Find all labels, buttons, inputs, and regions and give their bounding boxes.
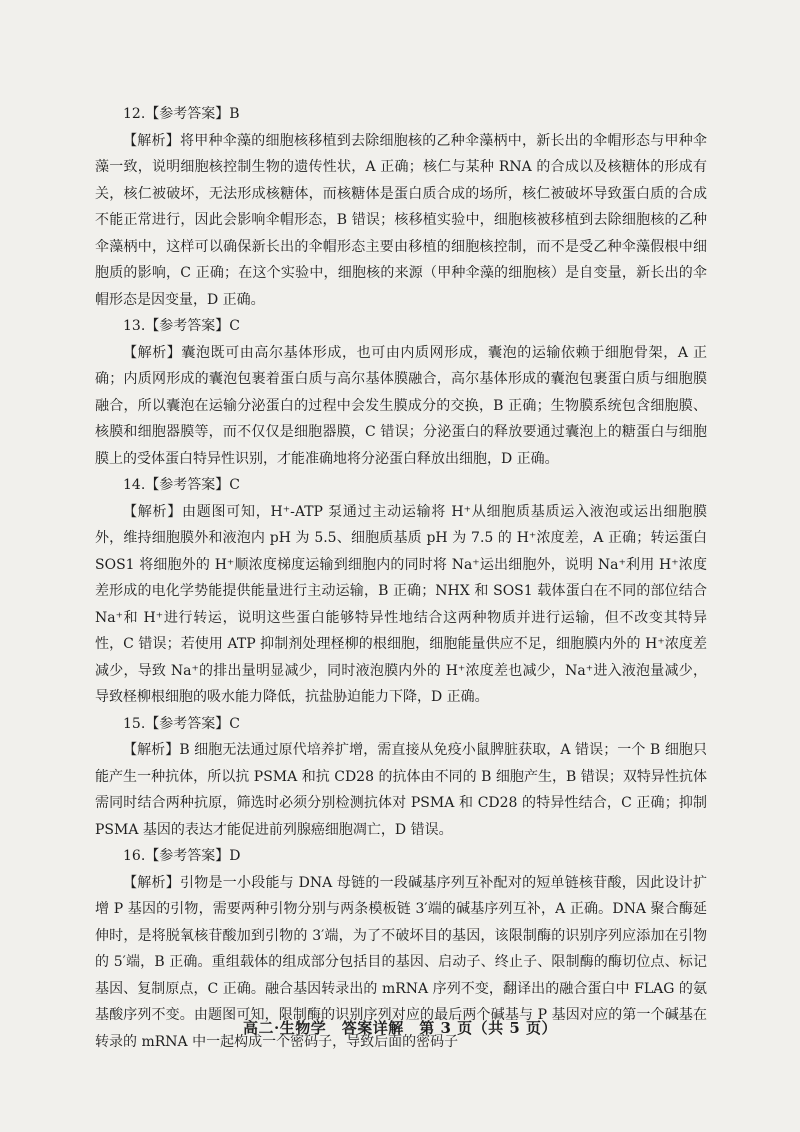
answer-16: 16.【参考答案】D <box>123 848 241 864</box>
explanation-13: 【解析】囊泡既可由高尔基体形成，也可由内质网形成，囊泡的运输依赖于细胞骨架，A 正确；内质网形成的囊泡包裹着蛋白质与高尔基体膜融合，高尔基体形成的囊泡包裹蛋白质与细胞膜融合，所以囊泡在运输分泌蛋白的过程中会发生膜成分的交换，B 正确；生物膜系统包含细胞膜、核膜和细胞器膜等，而不仅仅是细胞器膜，C 错误；分泌蛋白的释放要通过囊泡上的糖蛋白与细胞膜上的受体蛋白特异性识别，才能准确地将分泌蛋白释放出细胞，D 正确。 <box>95 344 707 467</box>
answer-15: 15.【参考答案】C <box>123 715 240 732</box>
answer-14: 14.【参考答案】C <box>123 477 240 493</box>
explanation-15: 【解析】B 细胞无法通过原代培养扩增，需直接从免疫小鼠脾脏获取，A 错误；一个 B 细胞只能产生一种抗体，所以抗 PSMA 和抗 CD28 的抗体由不同的 B 细胞产生，B 错误；双特异性抗体需同时结合两种抗原，筛选时必须分别检测抗体对 PSMA 和 CD28 的特异性结合，C 正确；抑制 PSMA 基因的表达才能促进前列腺癌细胞凋亡，D 错误。 <box>95 742 707 838</box>
answer-13: 13.【参考答案】C <box>123 318 240 334</box>
explanation-16: 【解析】引物是一小段能与 DNA 母链的一段碱基序列互补配对的短单链核苷酸，因此设计扩增 P 基因的引物，需要两种引物分别与两条模板链 3′端的碱基序列互补，A 正确。DNA 聚合酶延伸时，是将脱氧核苷酸加到引物的 3′端，为了不破坏目的基因，该限制酶的识别序列应添加在引物的 5′端，B 正确。重组载体的组成部分包括目的基因、启动子、终止子、限制酶的酶切位点、标记基因、复制原点，C 正确。融合基因转录出的 mRNA 序列不变，翻译出的融合蛋白中 FLAG 的氨基酸序列不变。由题图可知，限制酶的识别序列对应的最后两个碱基与 P 基因对应的第一个碱基在转录的 mRNA 中一起构成一个密码子，导致后面的密码子 <box>95 874 707 1050</box>
explanation-14: 【解析】由题图可知，H⁺-ATP 泵通过主动运输将 H⁺从细胞质基质运入液泡或运出细胞膜外，维持细胞膜外和液泡内 pH 为 5.5、细胞质基质 pH 为 7.5 的 H⁺浓度差，A 正确；转运蛋白 SOS1 将细胞外的 H⁺顺浓度梯度运输到细胞内的同时将 Na⁺运出细胞外，说明 Na⁺利用 H⁺浓度差形成的电化学势能提供能量进行主动运输，B 正确；NHX 和 SOS1 载体蛋白在不同的部位结合 Na⁺和 H⁺进行转运，说明这些蛋白能够特异性地结合这两种物质并进行运输，但不改变其特异性，C 错误；若使用 ATP 抑制剂处理柽柳的根细胞，细胞能量供应不足，细胞膜内外的 H⁺浓度差减少，导致 Na⁺的排出量明显减少，同时液泡膜内外的 H⁺浓度差也减少，Na⁺进入液泡量减少，导致柽柳根细胞的吸水能力降低，抗盐胁迫能力下降，D 正确。 <box>95 503 707 705</box>
page-footer: 高二·生物学 答案详解 第 3 页（共 5 页） <box>243 1019 557 1037</box>
answer-explanations <box>95 101 707 1055</box>
answer-12: 12.【参考答案】B <box>123 106 240 122</box>
explanation-12: 【解析】将甲种伞藻的细胞核移植到去除细胞核的乙种伞藻柄中，新长出的伞帽形态与甲种伞藻一致，说明细胞核控制生物的遗传性状，A 正确；核仁与某种 RNA 的合成以及核糖体的形成有关，核仁被破坏，无法形成核糖体，而核糖体是蛋白质合成的场所，核仁被破坏导致蛋白质的合成不能正常进行，因此会影响伞帽形态，B 错误；核移植实验中，细胞核被移植到去除细胞核的乙种伞藻柄中，这样可以确保新长出的伞帽形态主要由移植的细胞核控制，而不是受乙种伞藻假根中细胞质的影响，C 正确；在这个实验中，细胞核的来源（甲种伞藻的细胞核）是自变量，新长出的伞帽形态是因变量，D 正确。 <box>95 132 707 308</box>
